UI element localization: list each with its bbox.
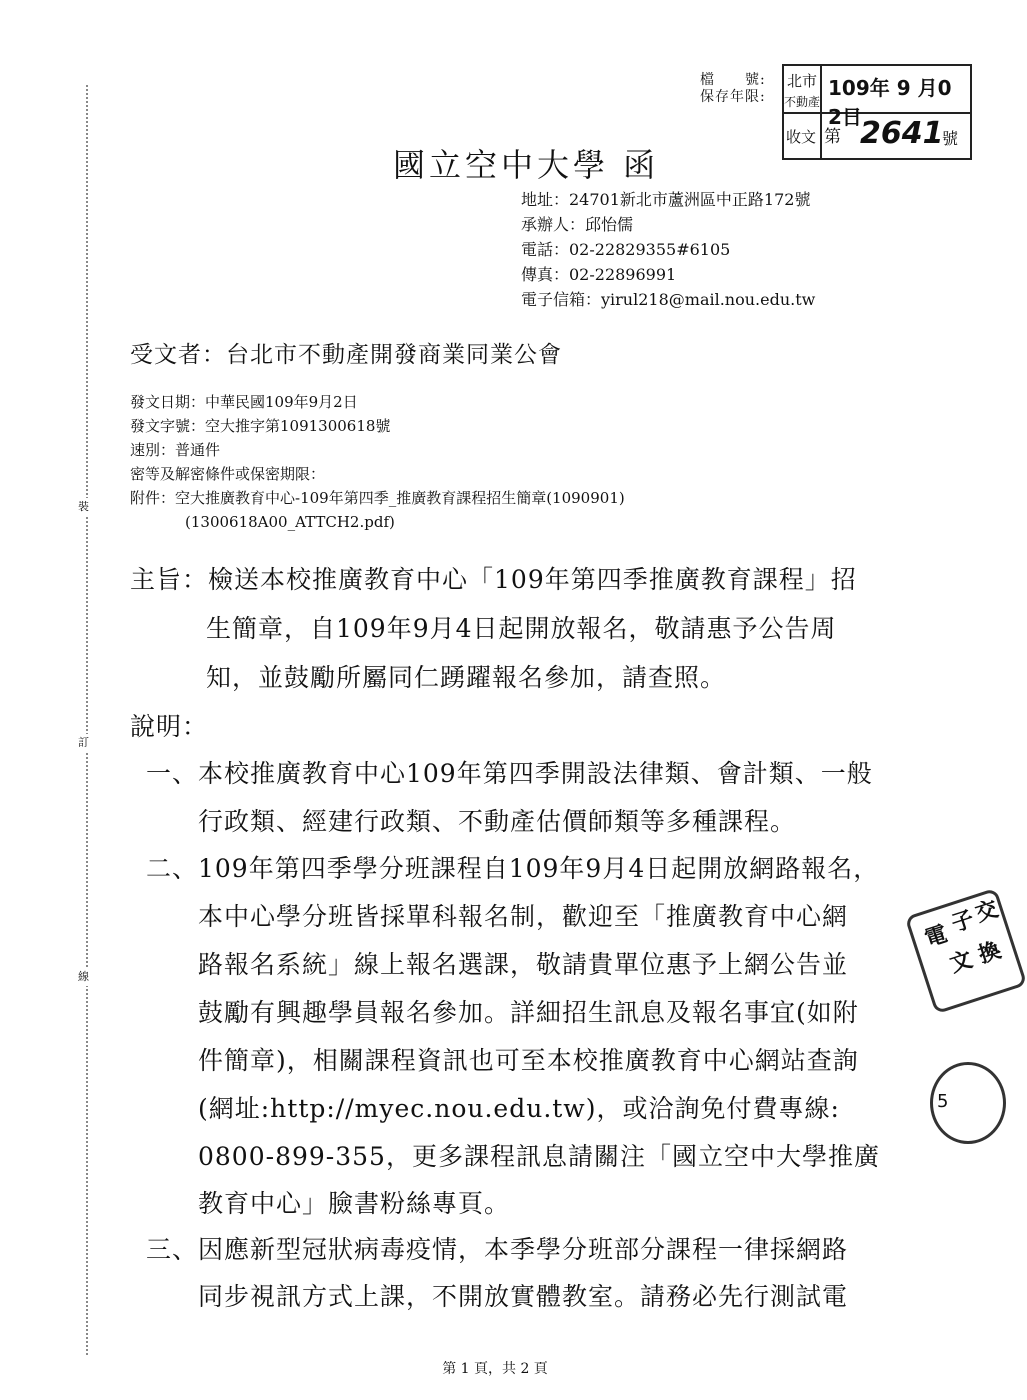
item-2-line-3: 路報名系統」線上報名選課，敬請貴單位惠予上網公告並	[198, 950, 849, 979]
binding-mark-xian: 線	[78, 968, 89, 986]
meta-attachment: 附件：空大推廣教育中心-109年第四季_推廣教育課程招生簡章(1090901)	[130, 489, 625, 507]
seal-char: 交	[972, 896, 1002, 928]
meta-speed: 速別：普通件	[130, 441, 221, 459]
seal-char: 電	[921, 921, 951, 953]
stamp-no-prefix: 第	[824, 127, 841, 147]
item-3-line-1: 三、因應新型冠狀病毒疫情，本季學分班部分課程一律採網路	[146, 1235, 849, 1264]
recipient: 受文者：台北市不動產開發商業同業公會	[130, 342, 562, 368]
retention-label: 保存年限:	[700, 89, 766, 105]
receipt-stamp	[782, 64, 972, 160]
contact-fax: 傳真：02-22896991	[521, 265, 677, 284]
item-3-line-2: 同步視訊方式上課，不開放實體教室。請務必先行測試電	[198, 1282, 849, 1311]
item-2-line-1: 二、109年第四季學分班課程自109年9月4日起開放網路報名，	[146, 854, 880, 883]
stamp-date: 109年 9 月0 2日	[828, 76, 952, 129]
meta-date: 發文日期：中華民國109年9月2日	[130, 393, 358, 411]
meta-attachment-file: (1300618A00_ATTCH2.pdf)	[185, 513, 395, 531]
item-2-line-5: 件簡章)，相關課程資訊也可至本校推廣教育中心網站查詢	[198, 1046, 859, 1075]
item-2-line-8: 教育中心」臉書粉絲專頁。	[198, 1189, 511, 1218]
document-title: 國立空中大學 函	[393, 146, 660, 184]
seal-char: 文	[947, 947, 976, 978]
item-1-line-1: 一、本校推廣教育中心109年第四季開設法律類、會計類、一般	[146, 759, 873, 788]
binding-mark-ding: 訂	[78, 734, 89, 752]
subject-line-3: 知，並鼓勵所屬同仁踴躍報名參加，請查照。	[206, 663, 727, 692]
explanation-label: 說明：	[130, 712, 209, 741]
subject-line-2: 生簡章，自109年9月4日起開放報名，敬請惠予公告周	[206, 614, 837, 643]
contact-address: 地址：24701新北市蘆洲區中正路172號	[521, 190, 811, 209]
item-2-line-4: 鼓勵有興趣學員報名參加。詳細招生訊息及報名事宜(如附	[198, 998, 859, 1027]
page-footer: 第 1 頁，共 2 頁	[442, 1361, 548, 1377]
item-2-line-7: 0800-899-355，更多課程訊息請關注「國立空中大學推廣	[198, 1142, 880, 1171]
binding-mark-zhuang: 裝	[78, 498, 89, 516]
binding-dotted-line	[86, 85, 88, 1355]
seal-char: 換	[975, 937, 1005, 969]
seal-char: 子	[948, 906, 978, 938]
stamp-number: 2641	[860, 116, 944, 151]
contact-phone: 電話：02-22829355#6105	[521, 240, 731, 259]
contact-handler: 承辦人：邱怡儒	[521, 215, 634, 234]
electronic-exchange-seal	[905, 888, 1027, 1015]
stamp-city: 北市	[787, 72, 818, 90]
contact-email: 電子信箱：yirul218@mail.nou.edu.tw	[521, 290, 816, 309]
stamp-no-suffix: 號	[942, 129, 959, 148]
subject-line-1: 主旨：檢送本校推廣教育中心「109年第四季推廣教育課程」招	[130, 565, 857, 594]
meta-secrecy: 密等及解密條件或保密期限：	[130, 465, 326, 483]
stamp-realty: 不動產	[784, 95, 821, 109]
round-seal	[930, 1062, 1006, 1144]
item-1-line-2: 行政類、經建行政類、不動產估價師類等多種課程。	[198, 807, 797, 836]
meta-doc-number: 發文字號：空大推字第1091300618號	[130, 417, 391, 435]
file-number-label: 檔 號:	[700, 72, 766, 88]
item-2-line-2: 本中心學分班皆採單科報名制，歡迎至「推廣教育中心網	[198, 902, 849, 931]
round-seal-number: 5	[937, 1091, 949, 1112]
item-2-line-6: (網址:http://myec.nou.edu.tw)，或洽詢免付費專線:	[198, 1094, 840, 1123]
stamp-receipt-label: 收文	[786, 128, 817, 146]
